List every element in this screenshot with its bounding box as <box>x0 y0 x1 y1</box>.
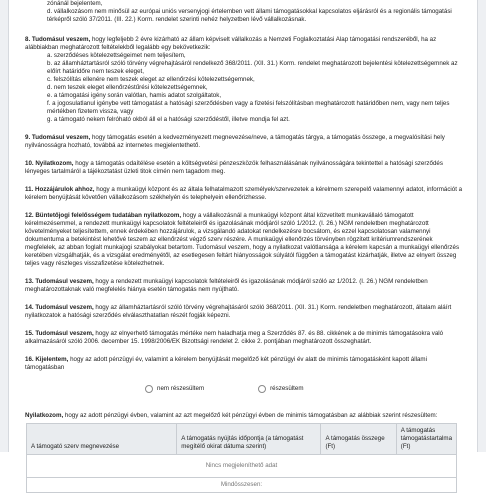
paragraph-11 <box>25 186 463 202</box>
paragraph-14-lead: 14. Tudomásul veszem, <box>25 304 94 311</box>
column-header: A támogatás nyújtás időpontja (a támogatást megítélő okirat dátuma szerint) <box>177 424 321 455</box>
paragraph-8-text: hogy legfeljebb 2 évre kizárható az állam képviselt vállalkozás a Nemzeti Foglalkoztatási Alap támogatási rendszeréből, ha az alábbiakban meghatározott feltételekből legalább egy bekövetkezik: <box>25 36 437 51</box>
paragraph-16-text: hogy az adott pénzügyi év, valamint a kérelem benyújtását megelőző két pénzügyi év alatt de minimis támogatásként kapott állami támogatásban <box>25 356 427 371</box>
declaration-lead: Nyilatkozom, <box>25 412 64 419</box>
paragraph-16 <box>25 356 463 372</box>
paragraph-10-lead: 10. Nyilatkozom, <box>25 160 74 167</box>
paragraph-12-lead: 12. Büntetőjogi felelősségem tudatában nyilatkozom, <box>25 212 182 219</box>
paragraph-11-text: hogy a munkaügyi központ és az általa felhatalmazott személyek/szervezetek a kérelmem szerepelő valamennyi adatot, információt a kérelem benyújtását követően vállalkozásom székhelyén és telephelyein ellenőrizhesse. <box>25 186 463 201</box>
list-item: zónánál bejelentem, <box>47 0 103 7</box>
paragraph-11-lead: 11. Hozzájárulok ahhoz, <box>25 186 95 193</box>
table-total-row <box>27 478 457 493</box>
paragraph-9-lead: 9. Tudomásul veszem, <box>25 134 91 141</box>
paragraph-15-text: hogy az elnyerhető támogatás mértéke nem haladhatja meg a Szerződés 87. és 88. cikkének a de minimis támogatásokra való alkalmazásáról szóló 2006. december 15. 1998/2006/EK Bizottsági rendelet 2. cikke 2. pontjában meghatározott összeghatárt. <box>25 330 444 345</box>
paragraph-13-text: hogy a rendezett munkaügyi kapcsolatok feltételeiről és igazolásának módjáról szóló az 1/2012. (I. 26.) NGM rendeletben meghatározottaknak való megfelelés hiánya esetén támogatás nem nyújtható. <box>25 278 428 293</box>
table-header-row <box>27 424 457 455</box>
paragraph-13-lead: 13. Tudomásul veszem, <box>25 278 94 285</box>
radio-circle-icon[interactable] <box>258 385 266 393</box>
list-item: f. a jogosulatlanul igénybe vett támogatást a hatósági szerződésben vagy a fizetési felszólításban meghatározott határidőben nem, vagy nem teljes mértékben fizetem vissza, vagy <box>47 100 450 115</box>
paragraph-8-lead: 8. Tudomásul veszem, <box>25 36 91 43</box>
paragraph-16-lead: 16. Kijelentem, <box>25 356 69 363</box>
de-minimis-radio-group <box>145 385 463 393</box>
empty-table-message: Nincs megjeleníthető adat <box>27 455 457 478</box>
list-item: g. a támogató nekem felróható okból áll el a hatósági szerződéstől, illetve mondja fel azt. <box>47 116 290 123</box>
paragraph-15-lead: 15. Tudomásul veszem, <box>25 330 94 337</box>
list-item: a. szerződéses kötelezettségeimet nem teljesítem, <box>47 52 186 59</box>
previous-item-list <box>47 0 463 24</box>
total-label: Mindösszesen: <box>27 478 457 493</box>
list-item: b. az államháztartásról szóló törvény végrehajtásáról rendelkező 368/2011. (XII. 31.) Korm. rendelet meghatározott bejelentési kötelezettségemnek az előírt határidőre nem teszek eleget, <box>47 60 458 75</box>
paragraph-10 <box>25 160 463 176</box>
list-item: c. felszólítás ellenére nem teszek eleget az ellenőrzési kötelezettségemnek, <box>47 76 255 83</box>
declaration-document <box>25 0 463 493</box>
right-scroll-rail <box>477 0 486 452</box>
paragraph-9 <box>25 134 463 150</box>
column-header: A támogató szerv megnevezése <box>27 424 177 455</box>
de-minimis-aid-table <box>26 423 457 493</box>
column-header: A támogatás összege (Ft) <box>321 424 396 455</box>
exclusion-conditions-list <box>47 52 463 124</box>
paragraph-12-text: hogy a vállalkozásnál a munkaügyi központ által közvetített munkavállaló támogatott kérelmezésemmel, a rendezett munkaügyi kapcsolatok feltételeiről és igazolásának módjáról szóló 1/2012. (I. 26.) NGM rendeletben meghatározott követelményeket teljesítettem, ennek érdekében hozzájárulok, a vizsgálandó adatokat rendelkezésre bocsátom, és ezzel kapcsolatosan valamennyi dokumentuma a betekintést lehetővé teszem az ellenőrzést végző szerv részére. A munkaügyi ellenőrzés törvényben rögzített kritériumrendszerének megfelelek, az abban foglalt munkajogi szabályokat betartom. Tudomásul veszem, hogy a nyilatkozat valótlansága a kérelem kapcsán a munkaügyi ellenőrzés keretében vizsgálhatják, és a vizsgálat eredményétől, az esetlegesen feltárt hiányosságok súlyától függően a támogatást kizárhatják, illetve az elnyert összeg teljes vagy részleges visszafizetése kötelezhetnek. <box>25 212 460 267</box>
radio-label: nem részesültem <box>157 385 205 392</box>
list-item: d. vállalkozásom nem minősül az európai uniós versenyjogi értelemben vett állami támogatásokkal kapcsolatos eljárásról és a regionális támogatási térképről szóló 37/2011. (III. 22.) Korm. rendelet szerinti nehéz helyzetben lévő vállalkozásnak. <box>47 8 452 23</box>
table-row <box>27 455 457 478</box>
paragraph-13 <box>25 278 463 294</box>
radio-not-received[interactable] <box>145 385 204 393</box>
paragraph-15 <box>25 330 463 346</box>
radio-circle-icon[interactable] <box>145 385 153 393</box>
aid-declaration-intro <box>25 412 463 420</box>
paragraph-14-text: hogy az államháztartásról szóló törvény végrehajtásáról szóló 368/2011. (XII. 31.) Korm. rendeletben meghatározott, általam aláírt nyilatkozatok a hatósági szerződés elválaszthatatlan részét fogják képezni. <box>25 304 452 319</box>
paragraph-12 <box>25 212 463 268</box>
list-item: d. nem teszek eleget ellenőrzéstűrési kötelezettségemnek, <box>47 84 208 91</box>
declaration-text: hogy az adott pénzügyi évben, valamint az azt megelőző két pénzügyi évben de minimis támogatásban az alábbiak szerint részesültem: <box>63 412 438 419</box>
list-item: e. a támogatási igény során valótlan, hamis adatot szolgáltatok, <box>47 92 222 99</box>
radio-received[interactable] <box>258 385 303 393</box>
paragraph-14 <box>25 304 463 320</box>
paragraph-8 <box>25 36 463 52</box>
left-scroll-rail <box>0 0 9 452</box>
radio-label: részesültem <box>270 385 304 392</box>
paragraph-10-text: hogy a támogatás odaítélése esetén a költségvetési pénzeszközök felhasználásának nyilvánosságára tekintettel a hatósági szerződés lényeges tartalmáról a tájékoztatást üzleti titok címén nem tagadom meg. <box>25 160 443 175</box>
paragraph-9-text: hogy támogatás esetén a kedvezményezett megnevezése/neve, a támogatás tárgya, a támogatás összege, a megvalósítási hely nyilvánosságra hozható, továbbá az internetes megjelentethető. <box>25 134 445 149</box>
column-header: A támogatás támogatástartalma (Ft) <box>396 424 456 455</box>
